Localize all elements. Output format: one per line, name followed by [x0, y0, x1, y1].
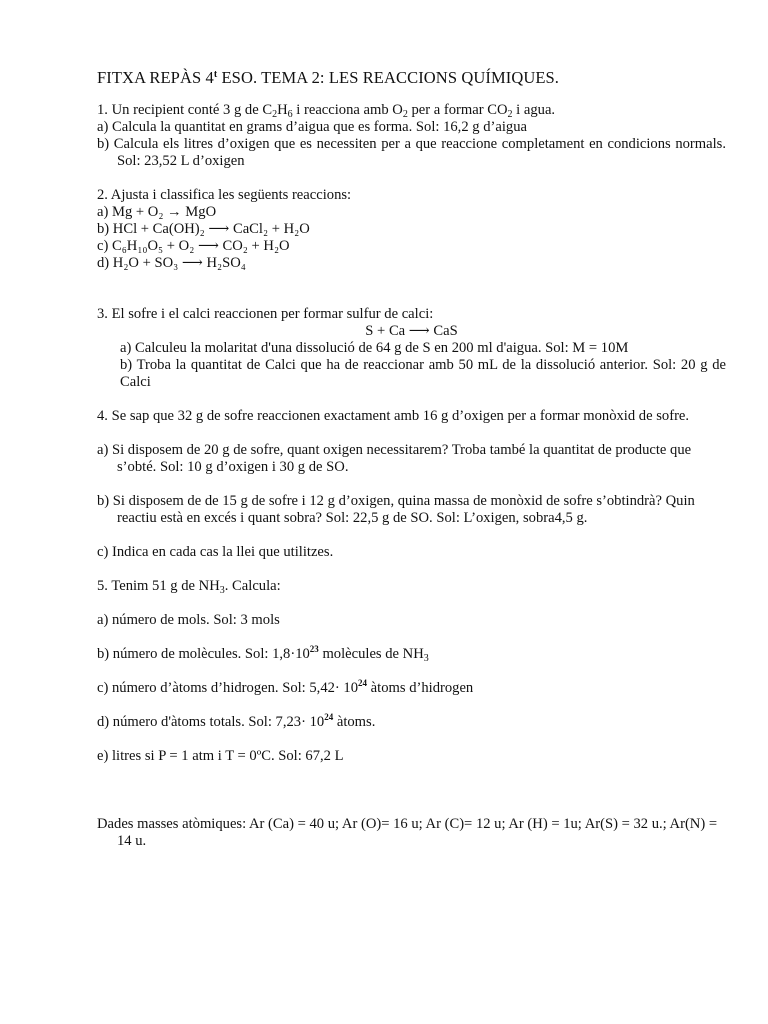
q2-a: a) Mg + O₂ → MgO: [97, 204, 217, 220]
q5-d: d) número d'àtoms totals. Sol: $7,23\cdot 10^{24}$ àtoms.: [97, 712, 376, 730]
q5-intro: 5. Tenim 51 g de $NH_3$. Calcula:: [97, 578, 281, 596]
q1-a: a) Calcula la quantitat en grams d’aigua que es forma. Sol: 16,2 g d’aigua: [97, 119, 527, 135]
q2-b: b) HCl + Ca(OH)₂ ⟶ CaCl₂ + H₂O: [97, 221, 310, 237]
q3-a: a) Calculeu la molaritat d'una dissolució de 64 g de S en 200 ml d'aigua. Sol: M = 10M: [120, 340, 629, 356]
q3-intro: 3. El sofre i el calci reaccionen per formar sulfur de calci:: [97, 306, 434, 322]
q5-a: a) número de mols. Sol: 3 mols: [97, 612, 280, 628]
q5-b: b) número de molècules. Sol: $1,8\cdot 10^{23}$ molècules de $NH_3$: [97, 644, 429, 664]
q3-b: b) Troba la quantitat de Calci que ha de reaccionar amb 50 mL de la dissolució anterior. Sol: 20 g de Calci: [120, 357, 726, 390]
q5-c: c) número d’àtoms d’hidrogen. Sol: $5,42\cdot 10^{24}$ àtoms d’hidrogen: [97, 678, 474, 696]
q5-e: e) litres si P = 1 atm i T = 0ºC. Sol: 67,2 L: [97, 748, 344, 764]
atomic-masses-note: Dades masses atòmiques: Ar (Ca) = 40 u; Ar (O)= 16 u; Ar (C)= 12 u; Ar (H) = 1u; Ar(S) = 32 u.; Ar(N) = 14 u.: [97, 816, 718, 849]
page-title: FITXA REPÀS 4$^t$ ESO. TEMA 2: LES REACCIONS QUÍMIQUES.: [97, 68, 560, 87]
q4-c: c) Indica en cada cas la llei que utilitzes.: [97, 544, 334, 560]
q2-d: d) H₂O + SO₃ ⟶ H₂SO₄: [97, 255, 246, 271]
q2-intro: 2. Ajusta i classifica les següents reaccions:: [97, 187, 352, 203]
q3-equation: S + Ca ⟶ CaS: [365, 323, 458, 339]
q4-b: b) Si disposem de de 15 g de sofre i 12 g d’oxigen, quina massa de monòxid de sofre s’obtindrà? Quin reactiu està en excés i quant sobra? Sol: 22,5 g de SO. Sol: L’oxigen, sobra4,5 g.: [97, 493, 695, 526]
q1-b: b) Calcula els litres d’oxigen que es necessiten per a que reaccione completament en condicions normals. Sol: 23,52 L d’oxigen: [97, 136, 726, 169]
q1-intro: 1. Un recipient conté 3 g de $C_2H_6$ i reacciona amb $O_2$ per a formar $CO_2$ i agua.: [97, 102, 556, 120]
q4-intro: 4. Se sap que 32 g de sofre reaccionen exactament amb 16 g d’oxigen per a formar monòxid de sofre.: [97, 408, 690, 424]
q2-c: c) C₆H₁₀O₅ + O₂ ⟶ CO₂ + H₂O: [97, 238, 290, 254]
worksheet: [97, 68, 726, 850]
q4-a: a) Si disposem de 20 g de sofre, quant oxigen necessitarem? Troba també la quantitat de producte que s’obté. Sol: 10 g d’oxigen i 30 g de SO.: [97, 442, 692, 475]
